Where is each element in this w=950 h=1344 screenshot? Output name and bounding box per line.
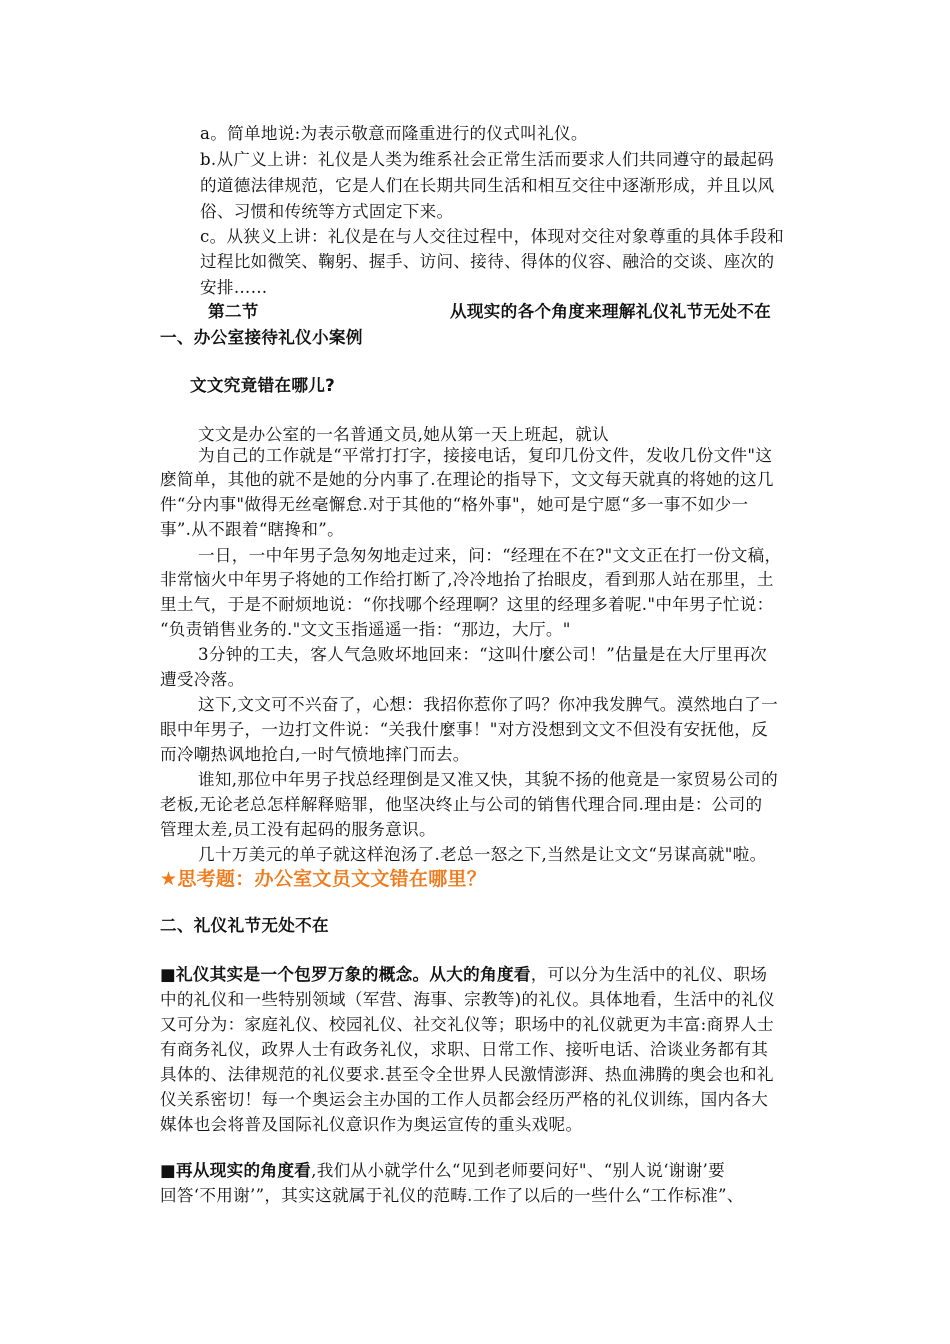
part1-heading: 一、办公室接待礼仪小案例 (160, 328, 363, 347)
p2-line-1 (160, 1159, 725, 1183)
case-line-17: 管理太差,员工没有起码的服务意识。 (160, 820, 436, 839)
p2-lead: ■再从现实的角度看 (160, 1161, 312, 1180)
case-line-14: 而冷嘲热讽地抢白,一时气愤地摔门而去。 (160, 745, 470, 764)
p1-line-4: 有商务礼仪，政界人士有政务礼仪，求职、日常工作、接听电话、洽谈业务都有其 (160, 1040, 769, 1059)
p1-line-2: 中的礼仪和一些特别领域（军营、海事、宗教等)的礼仪。具体地看，生活中的礼仪 (160, 990, 775, 1009)
case-line-3: 麽简单，其他的就不是她的分内事了.在理论的指导下，文文每天就真的将她的这几 (160, 470, 774, 489)
case-line-9: “负责销售业务的."文文玉指遥遥一指：“那边，大厅。" (160, 620, 571, 639)
case-line-10: 3分钟的工夫，客人气急败坏地回来：“这叫什麼公司！”估量是在大厅里再次 (198, 645, 768, 664)
p1-line-3: 又可分为：家庭礼仪、校园礼仪、社交礼仪等；职场中的礼仪就更为丰富:商界人士 (160, 1015, 775, 1034)
case-title: 文文究竟错在哪儿? (190, 376, 336, 395)
definition-c-line3: 安排…… (200, 278, 268, 297)
case-line-1: 文文是办公室的一名普通文员,她从第一天上班起，就认 (198, 425, 610, 444)
case-line-11: 遭受冷落。 (160, 670, 245, 689)
p1-line-6: 仪关系密切！每一个奥运会主办国的工作人员都会经历严格的礼仪训练，国内各大 (160, 1090, 769, 1109)
p1-lead: ■礼仪其实是一个包罗万象的概念。从大的角度看 (160, 965, 531, 984)
case-line-8: 里土气，于是不耐烦地说：“你找哪个经理啊？这里的经理多着呢."中年男子忙说： (160, 595, 774, 614)
section-label: 第二节 (208, 302, 259, 321)
case-line-5: 事”.从不跟着“瞎搀和”。 (160, 520, 344, 539)
definition-b-line2: 的道德法律规范，它是人们在长期共同生活和相互交往中逐渐形成，并且以风 (200, 176, 775, 195)
definition-c-line2: 过程比如微笑、鞠躬、握手、访问、接待、得体的仪容、融洽的交谈、座次的 (200, 252, 775, 271)
p1-line-7: 媒体也会将普及国际礼仪意识作为奥运宣传的重头戏呢。 (160, 1115, 583, 1134)
p2-line-2: 回答‘不用谢’”，其实这就属于礼仪的范畴.工作了以后的一些什么“工作标准”、 (160, 1186, 744, 1205)
p1-line-1 (160, 963, 767, 987)
case-line-7: 非常恼火中年男子将她的工作给打断了,冷冷地抬了抬眼皮，看到那人站在那里，土 (160, 570, 774, 589)
case-line-16: 老板,无论老总怎样解释赔罪，他坚决终止与公司的销售代理合同.理由是：公司的 (160, 795, 763, 814)
case-line-4: 件“分内事"做得无丝毫懈怠.对于其他的“格外事"，她可是宁愿“多一事不如少一 (160, 495, 749, 514)
case-line-2: 为自己的工作就是“平常打打字，接接电话，复印几份文件，发收几份文件"这 (198, 446, 773, 465)
case-line-12: 这下,文文可不兴奋了，心想：我招你惹你了吗？你冲我发脾气。漠然地白了一 (198, 695, 778, 714)
case-line-13: 眼中年男子，一边打文件说：“关我什麼事！"对方没想到文文不但没有安抚他，反 (160, 720, 768, 739)
p1-line-5: 具体的、法律规范的礼仪要求.甚至令全世界人民激情澎湃、热血沸腾的奥会也和礼 (160, 1065, 774, 1084)
case-line-15: 谁知,那位中年男子找总经理倒是又准又快，其貌不扬的他竟是一家贸易公司的 (198, 770, 778, 789)
p1-line-1-rest: ，可以分为生活中的礼仪、职场 (530, 965, 768, 984)
definition-b-line3: 俗、习惯和传统等方式固定下来。 (200, 202, 454, 221)
definition-c-line1: c。从狭义上讲：礼仪是在与人交往过程中，体现对交往对象尊重的具体手段和 (200, 227, 784, 246)
section-title: 从现实的各个角度来理解礼仪礼节无处不在 (450, 302, 771, 321)
p2-line-1-rest: ,我们从小就学什么“见到老师要问好"、“别人说‘谢谢’要 (311, 1161, 726, 1180)
think-question: ★思考题：办公室文员文文错在哪里？ (160, 868, 487, 890)
case-line-6: 一日，一中年男子急匆匆地走过来，问：“经理在不在?"文文正在打一份文稿， (198, 546, 782, 565)
definition-a: a。简单地说:为表示敬意而隆重进行的仪式叫礼仪。 (200, 124, 588, 143)
case-line-18: 几十万美元的单子就这样泡汤了.老总一怒之下,当然是让文文“另谋高就"啦。 (198, 845, 767, 864)
definition-b-line1: b.从广义上讲：礼仪是人类为维系社会正常生活而要求人们共同遵守的最起码 (200, 150, 774, 169)
part2-heading: 二、礼仪礼节无处不在 (160, 916, 329, 935)
